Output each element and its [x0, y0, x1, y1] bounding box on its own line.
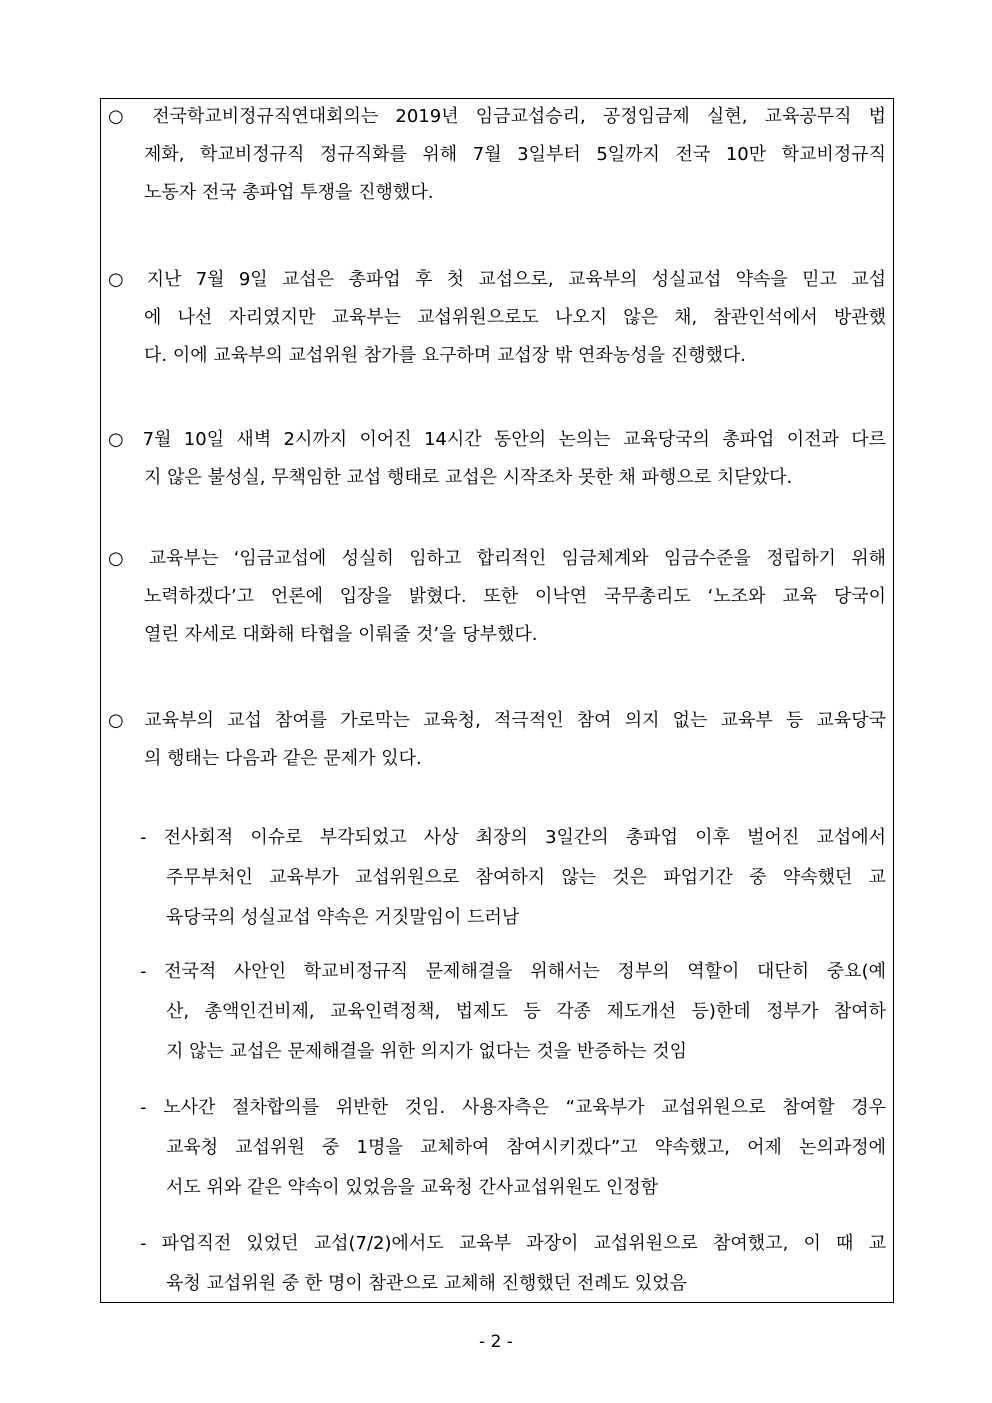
bullet-line: 지 않는 교섭은 문제해결을 위한 의지가 없다는 것을 반증하는 것임	[166, 1041, 687, 1062]
paragraph-line: ○ 7월 10일 새벽 2시까지 이어진 14시간 동안의 논의는 교육당국의 총파업 이전과 다르	[108, 429, 886, 450]
bullet-item-2	[140, 952, 886, 1072]
paragraph-line: ○ 전국학교비정규직연대회의는 2019년 임금교섭승리, 공정임금제 실현, 교육공무직 법	[108, 106, 886, 127]
bullet-item-1	[140, 818, 886, 938]
paragraph-line: ○ 교육부는 ‘임금교섭에 성실히 임하고 합리적인 임금체계와 임금수준을 정립하기 위해	[108, 548, 886, 569]
paragraph-line: 다. 이에 교육부의 교섭위원 참가를 요구하며 교섭장 밖 연좌농성을 진행했다.	[144, 345, 746, 366]
paragraph-line: ○ 교육부의 교섭 참여를 가로막는 교육청, 적극적인 참여 의지 없는 교육부 등 교육당국	[108, 710, 886, 731]
bullet-line: 서도 위와 같은 약속이 있었음을 교육청 간사교섭위원도 인정함	[166, 1177, 659, 1198]
bullet-item-3	[140, 1088, 886, 1208]
paragraph-line: 노력하겠다’고 언론에 입장을 밝혔다. 또한 이낙연 국무총리도 ‘노조와 교육 당국이	[144, 586, 886, 607]
page-number: - 2 -	[479, 1332, 513, 1352]
paragraph-5	[108, 702, 886, 778]
paragraph-line: 제화, 학교비정규직 정규직화를 위해 7월 3일부터 5일까지 전국 10만 학교비정규직	[144, 144, 886, 165]
bullet-line: 육청 교섭위원 중 한 명이 참관으로 교체해 진행했던 전례도 있었음	[166, 1273, 687, 1294]
bullet-line: 주무부처인 교육부가 교섭위원으로 참여하지 않는 것은 파업기간 중 약속했던 교	[166, 867, 886, 888]
bullet-item-4	[140, 1224, 886, 1304]
paragraph-line: 에 나선 자리였지만 교육부는 교섭위원으로도 나오지 않은 채, 참관인석에서 방관했	[144, 307, 886, 328]
paragraph-line: 지 않은 불성실, 무책임한 교섭 행태로 교섭은 시작조차 못한 채 파행으로 치닫았다.	[144, 467, 793, 488]
bullet-line: 육당국의 성실교섭 약속은 거짓말임이 드러남	[166, 907, 520, 928]
bullet-line: - 전국적 사안인 학교비정규직 문제해결을 위해서는 정부의 역할이 대단히 중요(예	[140, 961, 886, 982]
bullet-line: 산, 총액인건비제, 교육인력정책, 법제도 등 각종 제도개선 등)한데 정부가 참여하	[166, 1001, 886, 1022]
bullet-line: - 노사간 절차합의를 위반한 것임. 사용자측은 “교육부가 교섭위원으로 참여할 경우	[140, 1097, 886, 1118]
paragraph-3	[108, 421, 886, 497]
bullet-line: - 전사회적 이슈로 부각되었고 사상 최장의 3일간의 총파업 이후 벌어진 교섭에서	[140, 827, 886, 848]
paragraph-4	[108, 540, 886, 654]
bullet-line: - 파업직전 있었던 교섭(7/2)에서도 교육부 과장이 교섭위원으로 참여했고, 이 때 교	[140, 1233, 886, 1254]
paragraph-line: 의 행태는 다음과 같은 문제가 있다.	[144, 748, 422, 769]
paragraph-2	[108, 261, 886, 375]
paragraph-line: 노동자 전국 총파업 투쟁을 진행했다.	[144, 182, 434, 203]
paragraph-line: ○ 지난 7월 9일 교섭은 총파업 후 첫 교섭으로, 교육부의 성실교섭 약속을 믿고 교섭	[108, 269, 886, 290]
paragraph-1	[108, 98, 886, 212]
paragraph-line: 열린 자세로 대화해 타협을 이뤄줄 것’을 당부했다.	[144, 624, 538, 645]
bullet-line: 교육청 교섭위원 중 1명을 교체하여 참여시키겠다”고 약속했고, 어제 논의과정에	[166, 1137, 886, 1158]
